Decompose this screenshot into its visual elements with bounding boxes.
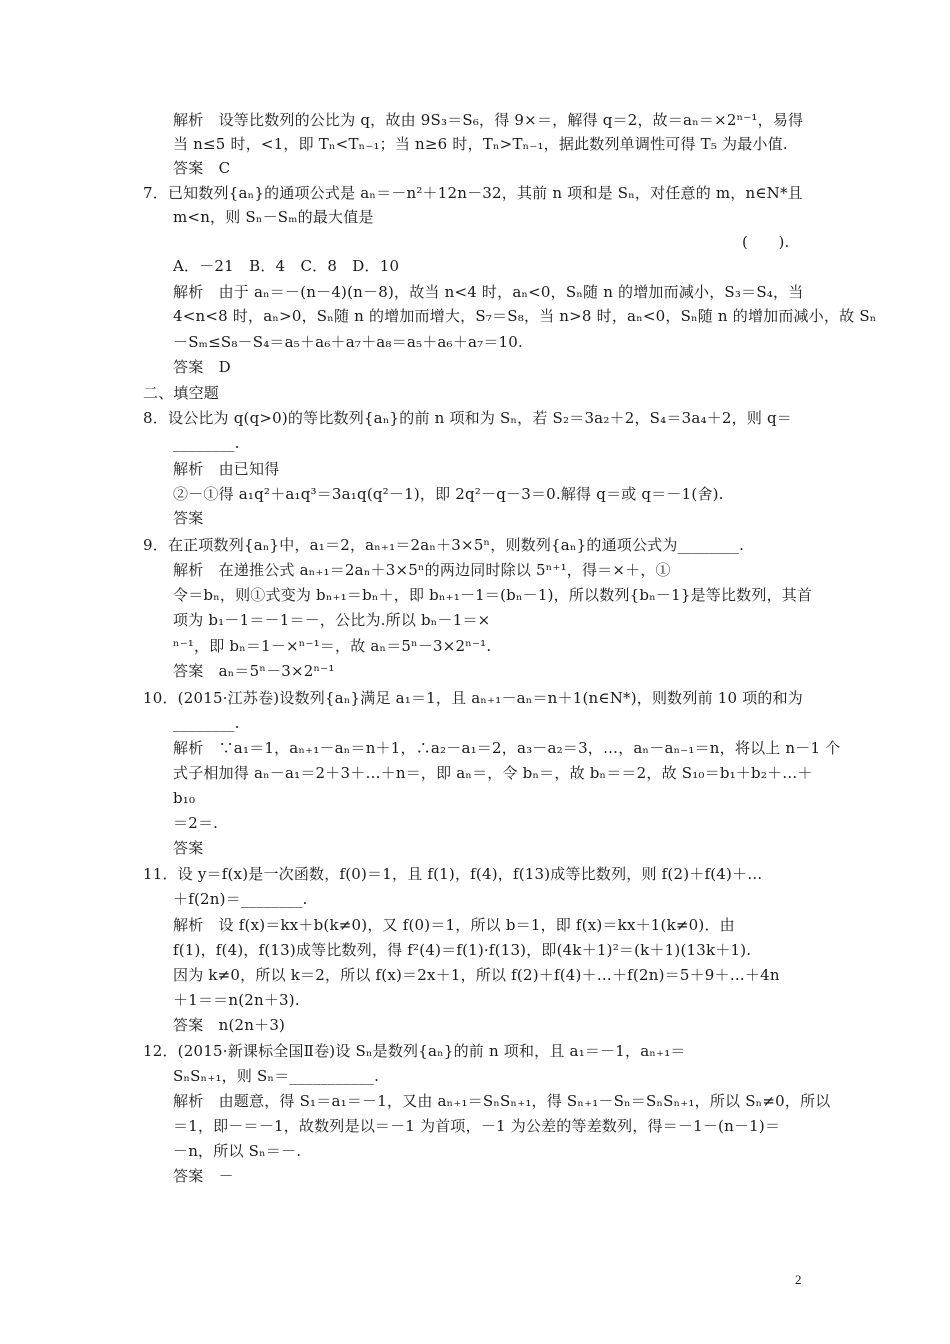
text-line: 答案 <box>173 509 204 527</box>
text-line: 解析 设等比数列的公比为 q，故由 9S₃＝S₆，得 9×＝，解得 q＝2，故＝aₙ＝×2ⁿ⁻¹，易得 <box>173 111 804 129</box>
text-line: ________. <box>173 434 240 452</box>
text-line: 4<n<8 时，aₙ>0，Sₙ随 n 的增加而增大，S₇＝S₈，当 n>8 时，aₙ<0，Sₙ随 n 的增加而减小，故 Sₙ <box>173 307 877 325</box>
text-line: 答案 － <box>173 1167 234 1185</box>
text-line: 8．设公比为 q(q>0)的等比数列{aₙ}的前 n 项和为 Sₙ，若 S₂＝3a₂＋2，S₄＝3a₄＋2，则 q＝ <box>143 409 792 427</box>
page-number: 2 <box>795 1272 802 1287</box>
text-line: 12．(2015·新课标全国Ⅱ卷)设 Sₙ是数列{aₙ}的前 n 项和，且 a₁＝－1，aₙ₊₁＝ <box>143 1042 686 1060</box>
text-line: 解析 由题意，得 S₁＝a₁＝－1，又由 aₙ₊₁＝SₙSₙ₊₁，得 Sₙ₊₁－Sₙ＝SₙSₙ₊₁，所以 Sₙ≠0，所以 <box>173 1092 831 1110</box>
text-line: 解析 由已知得 <box>173 460 280 478</box>
text-line: 答案 C <box>173 159 231 177</box>
text-line: 9．在正项数列{aₙ}中，a₁＝2，aₙ₊₁＝2aₙ＋3×5ⁿ，则数列{aₙ}的通项公式为________. <box>143 536 745 554</box>
text-line: 7．已知数列{aₙ}的通项公式是 aₙ＝－n²＋12n－32，其前 n 项和是 Sₙ，对任意的 m，n∈N*且 <box>143 184 803 202</box>
text-line: ( ). <box>742 233 790 251</box>
text-line: 当 n≤5 时，<1，即 Tₙ<Tₙ₋₁；当 n≥6 时，Tₙ>Tₙ₋₁，据此数列单调性可得 T₅ 为最小值. <box>173 135 788 153</box>
text-line: 式子相加得 aₙ－a₁＝2＋3＋…＋n＝，即 aₙ＝，令 bₙ＝，故 bₙ＝＝2，故 S₁₀＝b₁＋b₂＋…＋ <box>173 764 813 782</box>
text-line: A．－21 B．4 C．8 D．10 <box>173 257 400 275</box>
text-line: f(1)，f(4)，f(13)成等比数列，得 f²(4)＝f(1)·f(13)，即(4k＋1)²＝(k＋1)(13k＋1). <box>173 941 752 959</box>
text-line: 解析 在递推公式 aₙ₊₁＝2aₙ＋3×5ⁿ的两边同时除以 5ⁿ⁺¹，得＝×＋，① <box>173 561 671 579</box>
text-line: ⁿ⁻¹，即 bₙ＝1－×ⁿ⁻¹＝，故 aₙ＝5ⁿ－3×2ⁿ⁻¹. <box>173 637 492 655</box>
text-line: 因为 k≠0，所以 k＝2，所以 f(x)＝2x＋1，所以 f(2)＋f(4)＋…＋f(2n)＝5＋9＋…＋4n <box>173 966 780 984</box>
text-line: 答案 D <box>173 358 231 376</box>
text-line: 解析 设 f(x)＝kx＋b(k≠0)，又 f(0)＝1，所以 b＝1，即 f(x)＝kx＋1(k≠0)．由 <box>173 916 735 934</box>
text-line: 解析 由于 aₙ＝－(n－4)(n－8)，故当 n<4 时，aₙ<0，Sₙ随 n 的增加而减小，S₃＝S₄，当 <box>173 283 804 301</box>
text-line: 项为 b₁－1＝－1＝－，公比为.所以 bₙ－1＝× <box>173 611 491 629</box>
text-line: ＝1，即－＝－1，故数列是以＝－1 为首项，－1 为公差的等差数列，得＝－1－(n－1)＝ <box>173 1117 781 1135</box>
text-line: m<n，则 Sₙ－Sₘ的最大值是 <box>173 208 374 226</box>
text-line: 11．设 y＝f(x)是一次函数，f(0)＝1，且 f(1)，f(4)，f(13)成等比数列，则 f(2)＋f(4)＋… <box>143 865 763 883</box>
text-line: b₁₀ <box>173 789 196 807</box>
text-line: ＋1＝＝n(2n＋3). <box>173 991 300 1009</box>
text-line: ________. <box>173 714 240 732</box>
text-line: 答案 <box>173 839 204 857</box>
text-line: ＋f(2n)＝________. <box>173 890 308 908</box>
text-line: 二、填空题 <box>143 384 220 402</box>
text-line: 答案 n(2n＋3) <box>173 1016 286 1034</box>
text-line: 令＝bₙ，则①式变为 bₙ₊₁＝bₙ＋，即 bₙ₊₁－1＝(bₙ－1)，所以数列{bₙ－1}是等比数列，其首 <box>173 586 813 604</box>
text-line: 答案 aₙ＝5ⁿ－3×2ⁿ⁻¹ <box>173 662 335 680</box>
text-line: －n，所以 Sₙ＝－. <box>173 1142 302 1160</box>
text-line: ②－①得 a₁q²＋a₁q³＝3a₁q(q²－1)，即 2q²－q－3＝0.解得 q＝或 q＝－1(舍). <box>173 485 724 503</box>
text-line: ＝2＝. <box>173 814 219 832</box>
text-line: 解析 ∵a₁＝1，aₙ₊₁－aₙ＝n＋1，∴a₂－a₁＝2，a₃－a₂＝3，…，aₙ－aₙ₋₁＝n，将以上 n－1 个 <box>173 739 841 757</box>
text-line: －Sₘ≤S₈－S₄＝a₅＋a₆＋a₇＋a₈＝a₅＋a₆＋a₇＝10. <box>173 333 523 351</box>
text-line: SₙSₙ₊₁，则 Sₙ＝___________. <box>173 1067 380 1085</box>
text-line: 10．(2015·江苏卷)设数列{aₙ}满足 a₁＝1，且 aₙ₊₁－aₙ＝n＋1(n∈N*)，则数列前 10 项的和为 <box>143 689 804 707</box>
